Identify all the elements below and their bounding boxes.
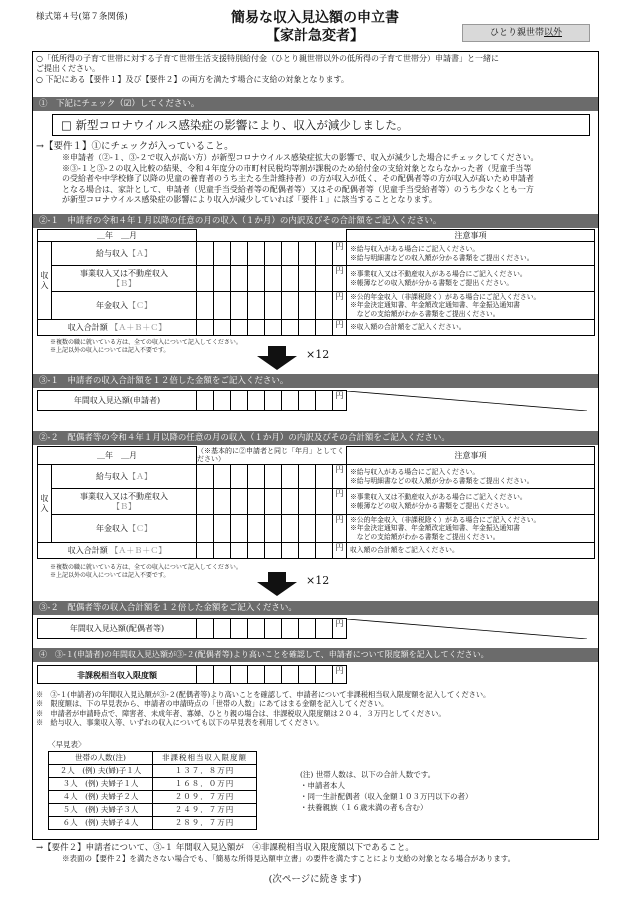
yen-unit: 円 xyxy=(333,619,347,639)
title-line2: 【家計急変者】 xyxy=(266,27,364,44)
tax-exempt-limit-label: 非課税相当収入限度額 xyxy=(38,666,197,684)
digit-cell[interactable] xyxy=(316,391,333,411)
tax-exempt-limit-row xyxy=(37,665,595,684)
table-row: ５人 (例) 夫婦子３人 ２４９．７万円 xyxy=(49,804,257,817)
total-income-label: 収入合計額 【Ａ＋Ｂ＋Ｃ】 xyxy=(38,543,197,559)
digit-cell[interactable] xyxy=(197,266,214,292)
digit-cell[interactable] xyxy=(282,320,299,336)
section2-2-footnotes: ※複数の職に就いている方は、全ての収入について記入してください。 ※上記以外の収入については記入不要です。 xyxy=(50,564,242,579)
yen-unit: 円 xyxy=(333,391,347,411)
digit-cell[interactable] xyxy=(282,515,299,543)
requirement1 xyxy=(36,141,596,205)
annual-spacer xyxy=(347,391,596,411)
digit-cell[interactable] xyxy=(231,465,248,489)
digit-cell[interactable] xyxy=(299,266,316,292)
digit-cell[interactable] xyxy=(316,489,333,515)
requirement1-note3: の受給者や中学校修了以降の児童の養育者のうち主たる生計維持者）の方が収入が低く、その配偶者等の方が収入が高いため申請者 xyxy=(62,174,534,184)
multiplier-label: ×12 xyxy=(306,348,330,361)
diagonal-line xyxy=(347,619,587,639)
digit-cell[interactable] xyxy=(214,266,231,292)
table-row: ２人 (例) 夫(婦)子１人 １３７．８万円 xyxy=(49,765,257,778)
checkbox-square-icon[interactable]: □ xyxy=(61,118,72,132)
yen-unit: 円 xyxy=(333,266,347,292)
digit-cell[interactable] xyxy=(299,391,316,411)
digit-cell[interactable] xyxy=(231,266,248,292)
digit-cell[interactable] xyxy=(248,266,265,292)
digit-cell[interactable] xyxy=(197,465,214,489)
digit-cell[interactable] xyxy=(282,619,299,639)
digit-cell[interactable] xyxy=(248,666,265,684)
arrow-down-icon xyxy=(257,356,297,370)
month-spacer xyxy=(197,230,347,242)
digit-cell[interactable] xyxy=(248,543,265,559)
intro-line3: ○ 下記にある【要件１】及び【要件２】の両方を満たす場合に支給の対象となります。 xyxy=(36,74,349,84)
digit-cell[interactable] xyxy=(197,292,214,320)
business-income-label: 事業収入又は不動産収入 【Ｂ】 xyxy=(52,489,197,515)
digit-cell[interactable] xyxy=(316,666,333,684)
digit-cell[interactable] xyxy=(282,292,299,320)
table-row: ３人 (例) 夫婦子１人 １６８．０万円 xyxy=(49,778,257,791)
limit-spacer xyxy=(347,666,596,684)
digit-cell[interactable] xyxy=(214,391,231,411)
total-income-label: 収入合計額 【Ａ＋Ｂ＋Ｃ】 xyxy=(38,320,197,336)
digit-cell[interactable] xyxy=(214,619,231,639)
month-label[interactable]: ＿年 ＿月 xyxy=(38,447,197,465)
digit-cell[interactable] xyxy=(282,266,299,292)
section4-bar: ④ ③-１(申請者)の年間収入見込額が③-２(配偶者等)より高いことを確認して、申請者について限度額を記入してください。 xyxy=(33,648,598,662)
digit-cell[interactable] xyxy=(248,391,265,411)
digit-cell[interactable] xyxy=(265,489,282,515)
income-side-label: 収入 xyxy=(38,242,52,320)
digit-cell[interactable] xyxy=(299,515,316,543)
month-note: （※基本的に②申請者と同じ「年月」としてください） xyxy=(197,447,347,465)
notes-header: 注意事項 xyxy=(347,230,595,242)
business-income-notes: ※事業収入又は不動産収入がある場合にご記入ください。 ※帳簿などの収入額が分かる書類をご提出ください。 xyxy=(347,266,595,292)
digit-cell[interactable] xyxy=(265,543,282,559)
yen-unit: 円 xyxy=(333,515,347,543)
yen-unit: 円 xyxy=(333,543,347,559)
digit-cell[interactable] xyxy=(231,242,248,266)
digit-cell[interactable] xyxy=(248,292,265,320)
yen-unit: 円 xyxy=(333,489,347,515)
digit-cell[interactable] xyxy=(265,242,282,266)
digit-cell[interactable] xyxy=(282,666,299,684)
pension-income-label: 年金収入【Ｃ】 xyxy=(52,515,197,543)
badge-suffix: 以外 xyxy=(544,28,563,38)
annual-income-applicant xyxy=(37,390,595,411)
digit-cell[interactable] xyxy=(231,619,248,639)
hayami-table xyxy=(48,751,257,830)
section2-1-bar: ②-１ 申請者の令和４年１月以降の任意の月の収入（１か月）の内訳及びその合計額をご記入ください。 xyxy=(33,214,598,228)
salary-income-label: 給与収入【Ａ】 xyxy=(52,465,197,489)
requirement2 xyxy=(36,843,596,864)
yen-unit: 円 xyxy=(333,242,347,266)
digit-cell[interactable] xyxy=(197,489,214,515)
section2-1-footnotes: ※複数の職に就いている方は、全ての収入について記入してください。 ※上記以外の収入については記入不要です。 xyxy=(50,339,242,354)
pension-income-label: 年金収入【Ｃ】 xyxy=(52,292,197,320)
multiplier-label: ×12 xyxy=(306,574,330,587)
business-income-label: 事業収入又は不動産収入 【Ｂ】 xyxy=(52,266,197,292)
salary-income-notes: ※給与収入がある場合にご記入ください。 ※給与明細書などの収入額が分かる書類をご提出ください。 xyxy=(347,242,595,266)
household-count-note: (注) 世帯人数は、以下の合計人数です。 ・申請者本人 ・同一生計配偶者（収入金額１０３万円以下の者） ・扶養親族（１６歳未満の者も含む） xyxy=(300,770,473,812)
continued-note: (次ページに続きます) xyxy=(268,874,362,885)
digit-cell[interactable] xyxy=(214,465,231,489)
requirement1-note1: ※申請者（②-１、③-２で収入が高い方）が新型コロナウイルス感染症拡大の影響で、収入が減少した場合にチェックしてください。 xyxy=(62,153,539,163)
digit-cell[interactable] xyxy=(282,391,299,411)
digit-cell[interactable] xyxy=(248,465,265,489)
digit-cell[interactable] xyxy=(248,320,265,336)
yen-unit: 円 xyxy=(333,666,347,684)
general-notes: ※ ③-１(申請者)の年間収入見込額が③-２(配偶者等)より高いことを確認して、申請者について非課税相当収入限度額を記入してください。 ※ 限度額は、下の早見表から、申請者の申請時点の「世帯の人数」にあてはまる金額を記入してください。 ※ 申請者が申請時点で、障害者、未成年者、寡婦、ひとり親の場合は、非課税収入限度額は２０４．３万円としてください。 ※ 給与収入、事業収入等、いずれの収入についても以下の早見表を利用してください。 xyxy=(36,690,491,728)
digit-cell[interactable] xyxy=(265,515,282,543)
pension-income-notes: ※公的年金収入（非課税除く）がある場合にご記入ください。 ※年金決定通知書、年金額改定通知書、年金振込通知書 などの支給額がわかる書類をご提出ください。 xyxy=(347,515,595,543)
arrow-down-icon xyxy=(268,572,286,582)
digit-cell[interactable] xyxy=(282,465,299,489)
section3-1-bar: ③-１ 申請者の収入合計額を１２倍した金額をご記入ください。 xyxy=(33,374,598,388)
digit-cell[interactable] xyxy=(299,292,316,320)
form-number: 様式第４号(第７条関係) xyxy=(36,12,128,22)
digit-cell[interactable] xyxy=(214,292,231,320)
digit-cell[interactable] xyxy=(231,543,248,559)
digit-cell[interactable] xyxy=(316,619,333,639)
digit-cell[interactable] xyxy=(214,242,231,266)
digit-cell[interactable] xyxy=(197,515,214,543)
badge-prefix: ひとり親世帯 xyxy=(489,28,544,38)
covid-checkbox-row[interactable] xyxy=(52,114,590,136)
requirement1-note2: ※③-１と③-２の収入比較の結果、令和４年度分の市町村民税均等割が課税のため給付金の支給対象とならなかった者（児童手当等 xyxy=(62,163,532,173)
digit-cell[interactable] xyxy=(248,242,265,266)
digit-cell[interactable] xyxy=(265,465,282,489)
requirement2-note: ※表面の【要件２】を満たさない場合でも、「簡易な所得見込額申立書」の要件を満たすことにより支給の対象となる場合があります。 xyxy=(62,854,516,864)
intro-line1: ○「低所得の子育て世帯に対する子育て世帯生活支援特別給付金（ひとり親世帯以外の低所得の子育て世帯分）申請書」と一緒に xyxy=(36,54,499,63)
digit-cell[interactable] xyxy=(316,292,333,320)
digit-cell[interactable] xyxy=(299,543,316,559)
digit-cell[interactable] xyxy=(265,292,282,320)
digit-cell[interactable] xyxy=(265,266,282,292)
income-table-applicant xyxy=(37,229,595,336)
digit-cell[interactable] xyxy=(197,320,214,336)
digit-cell[interactable] xyxy=(265,619,282,639)
digit-cell[interactable] xyxy=(316,465,333,489)
annual-spacer xyxy=(347,619,596,639)
household-type-badge xyxy=(462,24,590,42)
digit-cell[interactable] xyxy=(197,543,214,559)
requirement2-line: →【要件２】申請者について、③-１ 年間収入見込額が ④非課税相当収入限度額以下であること。 xyxy=(36,843,414,853)
digit-cell[interactable] xyxy=(265,666,282,684)
section2-2-bar: ②-２ 配偶者等の令和４年１月以降の任意の月の収入（１か月）の内訳及びその合計額をご記入ください。 xyxy=(33,431,598,445)
digit-cell[interactable] xyxy=(197,666,214,684)
annual-income-spouse-label: 年間収入見込額(配偶者等) xyxy=(38,619,197,639)
pension-income-notes: ※公的年金収入（非課税除く）がある場合にご記入ください。 ※年金決定通知書、年金額改定通知書、年金振込通知書 などの支給額がわかる書類をご提出ください。 xyxy=(347,292,595,320)
income-table-spouse xyxy=(37,446,595,559)
table-row: ６人 (例) 夫婦子４人 ２８９．７万円 xyxy=(49,817,257,830)
intro-line2: ご提出ください。 xyxy=(36,64,100,74)
salary-income-label: 給与収入【Ａ】 xyxy=(52,242,197,266)
digit-cell[interactable] xyxy=(316,266,333,292)
digit-cell[interactable] xyxy=(214,489,231,515)
digit-cell[interactable] xyxy=(214,543,231,559)
digit-cell[interactable] xyxy=(299,619,316,639)
diagonal-line xyxy=(347,391,587,411)
digit-cell[interactable] xyxy=(316,242,333,266)
section1-bar: ① 下記にチェック（☑）してください。 xyxy=(33,97,598,111)
digit-cell[interactable] xyxy=(231,320,248,336)
yen-unit: 円 xyxy=(333,465,347,489)
annual-income-spouse xyxy=(37,618,595,639)
arrow-down-icon xyxy=(257,582,297,596)
digit-cell[interactable] xyxy=(231,292,248,320)
yen-unit: 円 xyxy=(333,292,347,320)
digit-cell[interactable] xyxy=(282,242,299,266)
digit-cell[interactable] xyxy=(299,666,316,684)
total-income-note: ※収入額の合計額をご記入ください。 xyxy=(347,320,595,336)
intro-notes xyxy=(36,54,596,85)
digit-cell[interactable] xyxy=(316,515,333,543)
notes-header: 注意事項 xyxy=(347,447,595,465)
digit-cell[interactable] xyxy=(299,489,316,515)
business-income-notes: ※事業収入又は不動産収入がある場合にご記入ください。 ※帳簿などの収入額が分かる書類をご提出ください。 xyxy=(347,489,595,515)
digit-cell[interactable] xyxy=(214,666,231,684)
digit-cell[interactable] xyxy=(248,619,265,639)
income-side-label: 収入 xyxy=(38,465,52,543)
digit-cell[interactable] xyxy=(265,320,282,336)
digit-cell[interactable] xyxy=(265,391,282,411)
hayami-col-people: 世帯の人数(注) xyxy=(49,752,153,765)
hayami-col-limit: 非課税相当収入限度額 xyxy=(153,752,257,765)
digit-cell[interactable] xyxy=(248,515,265,543)
table-row: ４人 (例) 夫婦子２人 ２０９．７万円 xyxy=(49,791,257,804)
digit-cell[interactable] xyxy=(197,391,214,411)
digit-cell[interactable] xyxy=(214,320,231,336)
requirement1-note4: となる場合は、家計として、申請者（児童手当受給者等の配偶者等）又はその配偶者等（児童手当受給者等）のうち少なくとも一方 xyxy=(62,184,534,194)
digit-cell[interactable] xyxy=(282,543,299,559)
annual-income-applicant-label: 年間収入見込額(申請者) xyxy=(38,391,197,411)
digit-cell[interactable] xyxy=(299,320,316,336)
arrow-down-icon xyxy=(268,346,286,356)
digit-cell[interactable] xyxy=(231,666,248,684)
total-income-note: 収入額の合計額をご記入ください。 xyxy=(347,543,595,559)
digit-cell[interactable] xyxy=(231,489,248,515)
digit-cell[interactable] xyxy=(231,391,248,411)
salary-income-notes: ※給与収入がある場合にご記入ください。 ※給与明細書などの収入額が分かる書類をご提出ください。 xyxy=(347,465,595,489)
digit-cell[interactable] xyxy=(214,515,231,543)
digit-cell[interactable] xyxy=(282,489,299,515)
digit-cell[interactable] xyxy=(316,543,333,559)
section3-2-bar: ③-２ 配偶者等の収入合計額を１２倍した金額をご記入ください。 xyxy=(33,601,598,615)
title-line1: 簡易な収入見込額の申立書 xyxy=(231,10,399,26)
digit-cell[interactable] xyxy=(231,515,248,543)
requirement1-note5: が新型コロナウイルス感染症の影響により収入が減少していれば「要件１」に該当することとなります。 xyxy=(62,194,437,204)
hayami-title: 〈早見表〉 xyxy=(48,740,86,749)
digit-cell[interactable] xyxy=(299,242,316,266)
digit-cell[interactable] xyxy=(316,320,333,336)
checkbox-label: 新型コロナウイルス感染症の影響により、収入が減少しました。 xyxy=(75,118,409,132)
yen-unit: 円 xyxy=(333,320,347,336)
digit-cell[interactable] xyxy=(197,619,214,639)
digit-cell[interactable] xyxy=(197,242,214,266)
month-label[interactable]: ＿年 ＿月 xyxy=(38,230,197,242)
digit-cell[interactable] xyxy=(299,465,316,489)
digit-cell[interactable] xyxy=(248,489,265,515)
requirement1-head: →【要件１】①にチェックが入っていること。 xyxy=(36,141,234,152)
